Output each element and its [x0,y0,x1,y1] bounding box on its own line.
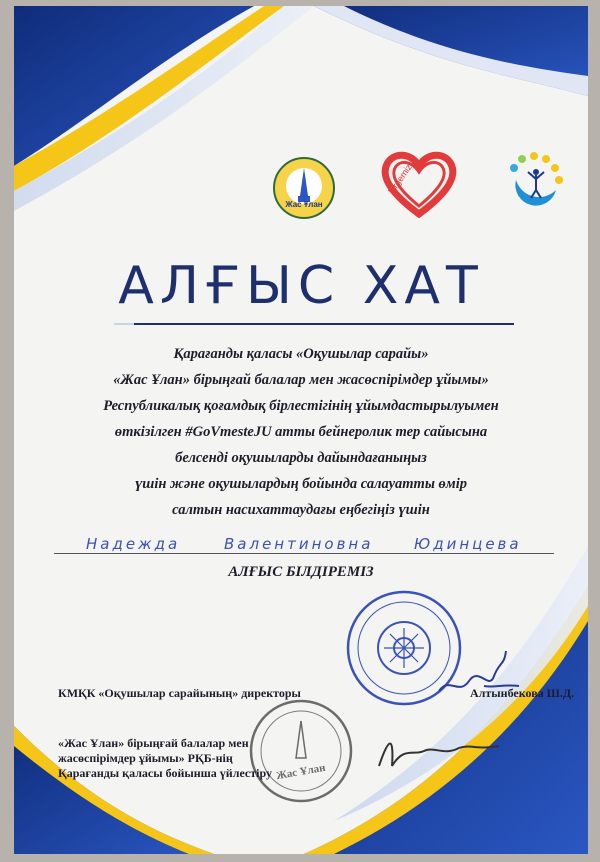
body-line-3: Республикалық қоғамдық бірлестігінің ұйымдастырылуымен [103,398,499,414]
coordinator-role-line-3: Қарағанды қаласы бойынша үйлестіру [58,766,272,780]
body-line-4: өткізілген #GoVmesteJU атты бейнеролик тер сайысына [114,424,488,440]
jas-ulan-logo [272,156,336,220]
thanks-line: АЛҒЫС БІЛДІРЕМІЗ [228,564,374,580]
body-line-5: белсенді оқушыларды дайындағаныңыз [175,450,427,466]
coordinator-role-line-1: «Жас Ұлан» бірыңғай балалар мен [58,736,249,750]
director-name: Алтынбекова Ш.Д. [470,686,575,700]
recipient-first-name: Надежда [86,535,181,553]
coordinator-role-line-2: жасөспірімдер ұйымы» РҚБ-нің [58,751,233,765]
recipient-middle-name: Валентиновна [224,535,374,553]
body-line-7: салтын насихаттаудағы еңбегіңіз үшін [172,502,430,518]
recipient-underline [54,553,554,554]
recipient-last-name: Юдинцева [414,535,522,553]
jas-ulan-logo-text: Жас Ұлан [285,200,323,209]
body-line-6: үшін және оқушылардың бойында салауатты өмір [135,476,467,492]
coordinator-signature [374,726,504,776]
birgemiz-logo-text: birgemiz [386,162,414,196]
certificate-title: АЛҒЫС ХАТ [118,256,484,316]
sun-figure-logo [506,146,566,216]
body-line-1: Қарағанды қаласы «Оқушылар сарайы» [173,346,429,362]
jas-ulan-stamp [246,696,356,806]
director-role: КМҚК «Оқушылар сарайының» директоры [58,686,301,700]
jas-ulan-stamp-text: Жас Ұлан [275,761,327,783]
certificate-sheet [14,6,588,854]
birgemiz-heart-logo [379,148,459,218]
body-line-2: «Жас Ұлан» бірыңғай балалар мен жасөспірімдер ұйымы» [113,372,489,388]
